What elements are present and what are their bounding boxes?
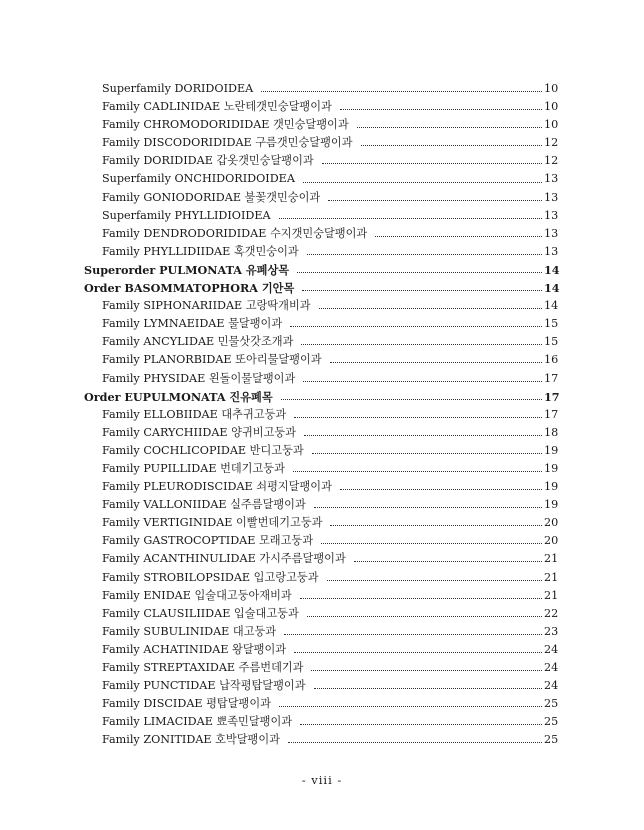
- toc-entry-page-number: 15: [544, 317, 559, 331]
- dot-leader: [279, 388, 542, 406]
- dot-leader: [355, 116, 542, 134]
- toc-entry-page-number: 12: [544, 154, 559, 168]
- dot-leader: [305, 605, 542, 623]
- dot-leader: [338, 98, 542, 116]
- dot-leader: [352, 550, 542, 568]
- toc-entry-title: Family SUBULINIDAE 대고둥과: [102, 624, 277, 638]
- dot-leader: [295, 261, 542, 279]
- toc-entry[interactable]: [0, 496, 644, 514]
- toc-entry-page-number: 20: [544, 534, 559, 548]
- toc-entry[interactable]: [0, 713, 644, 731]
- dot-leader: [301, 171, 542, 189]
- dot-leader: [299, 333, 542, 351]
- dot-leader: [300, 279, 542, 297]
- dot-leader: [373, 225, 542, 243]
- toc-entry[interactable]: [0, 677, 644, 695]
- toc-entry-page-number: 14: [544, 262, 560, 277]
- toc-entry[interactable]: [0, 98, 644, 116]
- toc-entry-page-number: 25: [544, 697, 559, 711]
- dot-leader: [310, 442, 542, 460]
- dot-leader: [277, 695, 542, 713]
- toc-entry[interactable]: [0, 478, 644, 496]
- toc-entry-title: Family PLEURODISCIDAE 쇠평지달팽이과: [102, 480, 332, 494]
- dot-leader: [319, 532, 542, 550]
- toc-entry[interactable]: [0, 134, 644, 152]
- page-number: - viii -: [301, 773, 343, 787]
- toc-entry-title: Superorder PULMONATA 유폐상목: [84, 262, 290, 277]
- toc-entry-page-number: 17: [544, 407, 559, 421]
- toc-entry-title: Superfamily ONCHIDORIDOIDEA: [102, 172, 295, 186]
- dot-leader: [291, 460, 542, 478]
- toc-entry-page-number: 13: [544, 226, 559, 240]
- toc-entry-page-number: 20: [544, 516, 559, 530]
- toc-entry[interactable]: [0, 442, 644, 460]
- toc-entry-title: Family STROBILOPSIDAE 입고랑고둥과: [102, 570, 319, 584]
- toc-entry-title: Family STREPTAXIDAE 주름번데기과: [102, 661, 304, 674]
- toc-entry[interactable]: [0, 605, 644, 623]
- dot-leader: [259, 80, 542, 98]
- table-of-contents: [0, 80, 644, 749]
- toc-entry-title: Family GASTROCOPTIDAE 모래고둥과: [102, 534, 313, 548]
- toc-entry-page-number: 17: [544, 389, 560, 404]
- toc-entry-page-number: 13: [544, 208, 559, 222]
- dot-leader: [312, 496, 542, 514]
- toc-entry-title: Family ANCYLIDAE 민물삿갓조개과: [102, 335, 294, 349]
- toc-entry[interactable]: [0, 225, 644, 243]
- dot-leader: [317, 297, 542, 315]
- toc-entry[interactable]: [0, 116, 644, 134]
- toc-entry-title: Family CADLINIDAE 노란테갯민숭달팽이과: [102, 100, 332, 114]
- dot-leader: [302, 424, 542, 442]
- toc-entry-page-number: 19: [544, 461, 559, 475]
- toc-entry-title: Family PLANORBIDAE 또아리물달팽이과: [102, 353, 322, 367]
- toc-entry-page-number: 13: [544, 172, 559, 186]
- toc-entry-page-number: 25: [544, 715, 559, 729]
- dot-leader: [282, 623, 542, 641]
- toc-entry-title: Order BASOMMATOPHORA 기안목: [84, 281, 295, 296]
- toc-entry-page-number: 10: [544, 118, 559, 132]
- toc-entry[interactable]: [0, 514, 644, 532]
- toc-entry-title: Family DISCODORIDIDAE 구름갯민숭달팽이과: [102, 136, 353, 150]
- toc-entry[interactable]: [0, 623, 644, 641]
- dot-leader: [288, 315, 542, 333]
- toc-entry[interactable]: [0, 659, 644, 677]
- toc-entry-page-number: 18: [544, 425, 559, 439]
- toc-entry-title: Family DENDRODORIDIDAE 수지갯민숭달팽이과: [102, 226, 368, 240]
- dot-leader: [292, 641, 542, 659]
- toc-entry-page-number: 21: [544, 570, 559, 584]
- dot-leader: [305, 243, 542, 261]
- toc-entry[interactable]: [0, 731, 644, 749]
- dot-leader: [277, 207, 542, 225]
- toc-entry[interactable]: [0, 550, 644, 568]
- toc-entry[interactable]: [0, 207, 644, 225]
- dot-leader: [309, 659, 542, 677]
- toc-entry-page-number: 24: [544, 679, 559, 693]
- toc-entry[interactable]: [0, 406, 644, 424]
- toc-entry[interactable]: [0, 170, 644, 188]
- toc-entry-title: Family PUNCTIDAE 납작평탑달팽이과: [102, 679, 306, 693]
- dot-leader: [301, 370, 542, 388]
- toc-entry-title: Family CLAUSILIIDAE 입술대고둥과: [102, 606, 299, 620]
- toc-entry-title: Family SIPHONARIIDAE 고랑딱개비과: [102, 299, 311, 313]
- toc-entry[interactable]: [0, 297, 644, 315]
- toc-entry-title: Family COCHLICOPIDAE 반디고둥과: [102, 443, 304, 457]
- toc-entry-title: Superfamily DORIDOIDEA: [102, 82, 254, 95]
- toc-entry-page-number: 23: [544, 624, 559, 638]
- toc-entry-title: Superfamily PHYLLIDIOIDEA: [102, 208, 271, 222]
- dot-leader: [286, 731, 542, 749]
- toc-entry-page-number: 22: [544, 606, 559, 620]
- toc-entry-title: Family ELLOBIIDAE 대추귀고둥과: [102, 407, 287, 421]
- toc-entry-page-number: 12: [544, 136, 559, 150]
- toc-entry[interactable]: [0, 587, 644, 605]
- toc-entry-title: Family PHYLLIDIIDAE 혹갯민숭이과: [102, 244, 299, 258]
- toc-entry[interactable]: [0, 424, 644, 442]
- toc-entry[interactable]: [0, 460, 644, 478]
- toc-entry[interactable]: [0, 315, 644, 333]
- toc-entry-title: Family CARYCHIIDAE 양귀비고둥과: [102, 425, 296, 439]
- toc-entry[interactable]: [0, 80, 644, 98]
- toc-entry-title: Family ACANTHINULIDAE 가시주름달팽이과: [102, 552, 346, 566]
- toc-entry-title: Family LIMACIDAE 뾰족민달팽이과: [102, 715, 293, 729]
- toc-section-entry[interactable]: [0, 388, 644, 406]
- toc-entry-title: Family VALLONIIDAE 실주름달팽이과: [102, 498, 306, 512]
- toc-entry-page-number: 25: [544, 733, 559, 747]
- toc-entry-title: Family ACHATINIDAE 왕달팽이과: [102, 642, 287, 656]
- toc-entry-title: Family DISCIDAE 평탑달팽이과: [102, 697, 271, 711]
- toc-entry-page-number: 19: [544, 443, 559, 457]
- toc-entry-page-number: 14: [544, 299, 559, 313]
- toc-entry-page-number: 17: [544, 371, 559, 385]
- toc-entry-page-number: 13: [544, 190, 559, 204]
- toc-entry-title: Family PHYSIDAE 왼돌이물달팽이과: [102, 371, 296, 385]
- dot-leader: [325, 569, 542, 587]
- toc-entry[interactable]: [0, 333, 644, 351]
- toc-entry-title: Family GONIODORIDAE 불꽃갯민숭이과: [102, 190, 321, 204]
- dot-leader: [312, 677, 542, 695]
- dot-leader: [298, 713, 542, 731]
- toc-entry[interactable]: [0, 152, 644, 170]
- toc-section-entry[interactable]: [0, 279, 644, 297]
- toc-entry-page-number: 10: [544, 82, 559, 95]
- toc-entry-page-number: 21: [544, 552, 559, 566]
- toc-entry[interactable]: [0, 243, 644, 261]
- toc-entry-page-number: 24: [544, 661, 559, 674]
- toc-entry-page-number: 10: [544, 100, 559, 114]
- toc-entry[interactable]: [0, 695, 644, 713]
- toc-entry-title: Family DORIDIDAE 갑옷갯민숭달팽이과: [102, 154, 314, 168]
- dot-leader: [292, 406, 542, 424]
- toc-entry-page-number: 15: [544, 335, 559, 349]
- toc-entry-page-number: 24: [544, 642, 559, 656]
- dot-leader: [326, 189, 542, 207]
- toc-entry-title: Order EUPULMONATA 진유폐목: [84, 389, 273, 404]
- toc-entry[interactable]: [0, 532, 644, 550]
- toc-entry-title: Family ZONITIDAE 호박달팽이과: [102, 733, 280, 747]
- toc-entry[interactable]: [0, 370, 644, 388]
- toc-entry-title: Family ENIDAE 입술대고둥아재비과: [102, 588, 292, 602]
- toc-entry-title: Family LYMNAEIDAE 물달팽이과: [102, 317, 283, 331]
- toc-entry[interactable]: [0, 189, 644, 207]
- dot-leader: [320, 152, 542, 170]
- toc-entry[interactable]: [0, 569, 644, 587]
- toc-entry-page-number: 21: [544, 588, 559, 602]
- dot-leader: [338, 478, 542, 496]
- toc-entry-title: Family CHROMODORIDIDAE 갯민숭달팽이과: [102, 118, 349, 132]
- toc-section-entry[interactable]: [0, 261, 644, 279]
- toc-entry[interactable]: [0, 351, 644, 369]
- dot-leader: [359, 134, 542, 152]
- toc-entry-page-number: 13: [544, 244, 559, 258]
- toc-entry[interactable]: [0, 641, 644, 659]
- toc-entry-title: Family PUPILLIDAE 번데기고둥과: [102, 461, 285, 475]
- toc-entry-page-number: 14: [544, 281, 560, 296]
- dot-leader: [328, 514, 542, 532]
- dot-leader: [298, 587, 542, 605]
- toc-entry-title: Family VERTIGINIDAE 이빨번데기고둥과: [102, 516, 323, 530]
- toc-entry-page-number: 16: [544, 353, 559, 367]
- toc-entry-page-number: 19: [544, 480, 559, 494]
- toc-entry-page-number: 19: [544, 498, 559, 512]
- dot-leader: [328, 351, 542, 369]
